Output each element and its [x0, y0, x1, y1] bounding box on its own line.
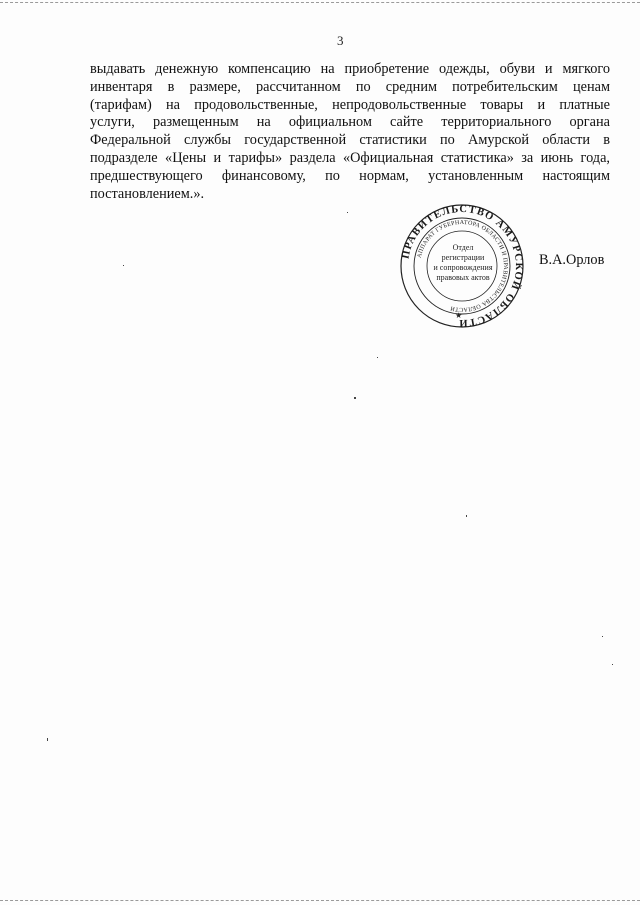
page-number: 3: [337, 33, 344, 48]
seal-center-line-1: Отдел: [452, 243, 474, 252]
seal-star-icon: ★: [455, 311, 463, 320]
body-line-4: услуги, размещенным на официальном сайте территориального органа: [90, 114, 610, 131]
body-line-5: Федеральной службы государственной статистики по Амурской области в: [90, 132, 610, 149]
body-line-3: (тарифам) на продовольственные, непродовольственные товары и платные: [90, 96, 610, 113]
signer-name: В.А.Орлов: [539, 252, 605, 268]
body-line-1: выдавать денежную компенсацию на приобретение одежды, обуви и мягкого: [90, 61, 610, 77]
body-line-7: предшествующего финансовому, по нормам, установленным настоящим: [90, 167, 610, 184]
scan-speck: [602, 636, 603, 637]
page-bottom-border: [0, 900, 640, 901]
seal-center-line-4: правовых актов: [436, 273, 490, 282]
scan-speck: [123, 265, 124, 266]
body-line-8: постановлением.».: [90, 185, 205, 202]
page-top-border: [0, 2, 640, 3]
seal-inner-text: АППАРАТ ГУБЕРНАТОРА ОБЛАСТИ И ПРАВИТЕЛЬСТВА ОБЛАСТИ: [416, 219, 509, 313]
body-line-2: инвентаря в размере, рассчитанном по средним потребительским ценам: [90, 78, 610, 95]
scan-speck: [612, 664, 613, 665]
seal-center-text: [427, 243, 499, 283]
body-paragraph: [90, 61, 610, 203]
scan-speck: [377, 357, 378, 358]
seal-center-line-2: регистрации: [441, 253, 485, 262]
scan-speck: [47, 738, 48, 741]
seal-center-line-3: и сопровождения: [433, 263, 493, 272]
seal-outer-text: ПРАВИТЕЛЬСТВО АМУРСКОЙ ОБЛАСТИ: [400, 203, 525, 329]
scan-speck: [466, 515, 467, 517]
scan-speck: [347, 212, 348, 213]
body-line-6: подразделе «Цены и тарифы» раздела «Официальная статистика» за июнь года,: [90, 149, 610, 166]
scan-speck: [354, 397, 356, 399]
